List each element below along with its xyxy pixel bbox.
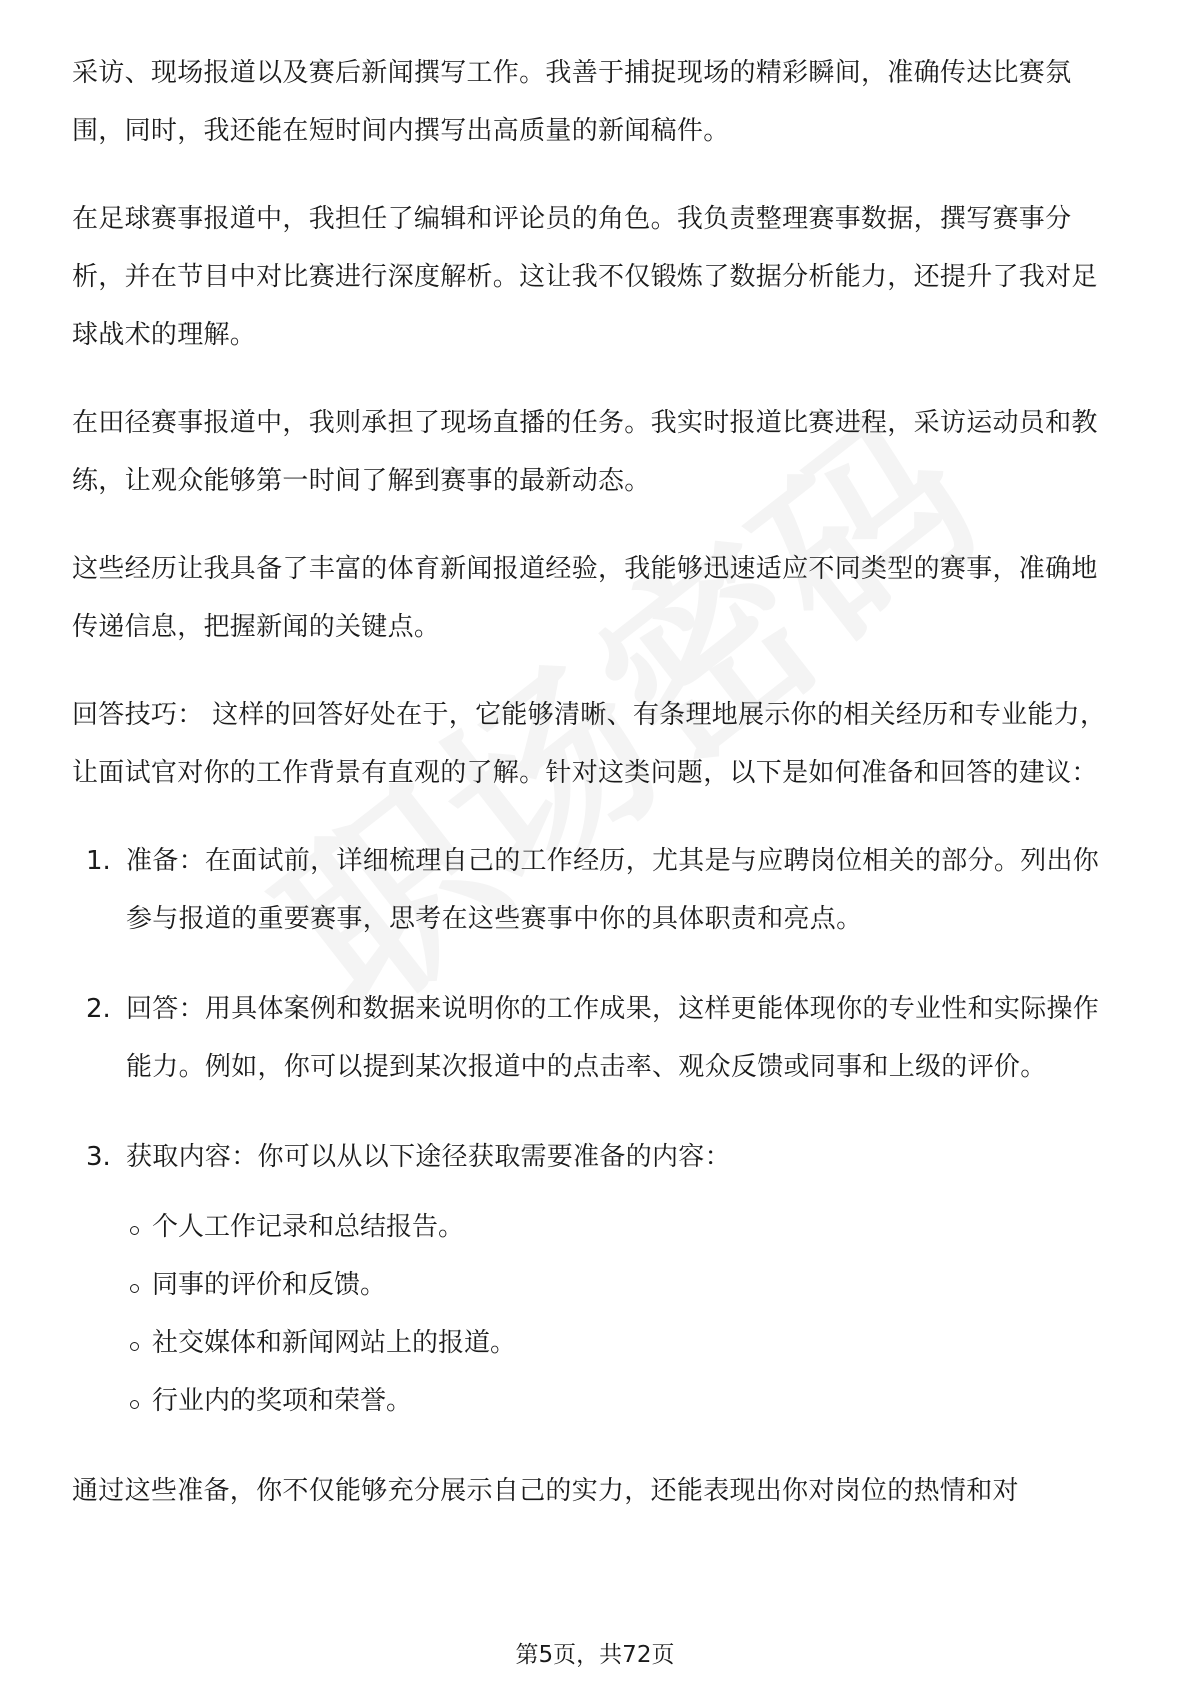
list-item — [72, 980, 1122, 1096]
page-footer: 第5页，共72页 — [515, 1642, 675, 1668]
document-body — [72, 44, 1122, 1520]
sublist-item: 行业内的奖项和荣誉。 — [126, 1372, 1122, 1430]
list-number: 3. — [86, 1142, 111, 1172]
bullet-sublist — [126, 1198, 1122, 1430]
closing-paragraph: 通过这些准备，你不仅能够充分展示自己的实力，还能表现出你对岗位的热情和对 — [72, 1476, 1019, 1506]
list-number: 2. — [86, 994, 111, 1024]
paragraph: 在足球赛事报道中，我担任了编辑和评论员的角色。我负责整理赛事数据，撰写赛事分析，并在节目中对比赛进行深度解析。这让我不仅锻炼了数据分析能力，还提升了我对足球战术的理解。 — [72, 204, 1098, 350]
answer-tips-paragraph: 回答技巧： 这样的回答好处在于，它能够清晰、有条理地展示你的相关经历和专业能力，让面试官对你的工作背景有直观的了解。针对这类问题，以下是如何准备和回答的建议： — [72, 700, 1107, 788]
list-item-text: 获取内容：你可以从以下途径获取需要准备的内容： — [126, 1142, 731, 1172]
paragraph: 采访、现场报道以及赛后新闻撰写工作。我善于捕捉现场的精彩瞬间，准确传达比赛氛围，同时，我还能在短时间内撰写出高质量的新闻稿件。 — [72, 58, 1072, 146]
list-item-text: 准备：在面试前，详细梳理自己的工作经历，尤其是与应聘岗位相关的部分。列出你参与报道的重要赛事，思考在这些赛事中你的具体职责和亮点。 — [126, 846, 1100, 934]
sublist-item: 社交媒体和新闻网站上的报道。 — [126, 1314, 1122, 1372]
list-number: 1. — [86, 846, 111, 876]
paragraph: 这些经历让我具备了丰富的体育新闻报道经验，我能够迅速适应不同类型的赛事，准确地传递信息，把握新闻的关键点。 — [72, 554, 1098, 642]
sublist-item: 同事的评价和反馈。 — [126, 1256, 1122, 1314]
list-item-text: 回答：用具体案例和数据来说明你的工作成果，这样更能体现你的专业性和实际操作能力。例如，你可以提到某次报道中的点击率、观众反馈或同事和上级的评价。 — [126, 994, 1100, 1082]
list-item — [72, 832, 1122, 948]
numbered-list — [72, 832, 1122, 1430]
sublist-item: 个人工作记录和总结报告。 — [126, 1198, 1122, 1256]
list-item — [72, 1128, 1122, 1430]
paragraph: 在田径赛事报道中，我则承担了现场直播的任务。我实时报道比赛进程，采访运动员和教练，让观众能够第一时间了解到赛事的最新动态。 — [72, 408, 1098, 496]
